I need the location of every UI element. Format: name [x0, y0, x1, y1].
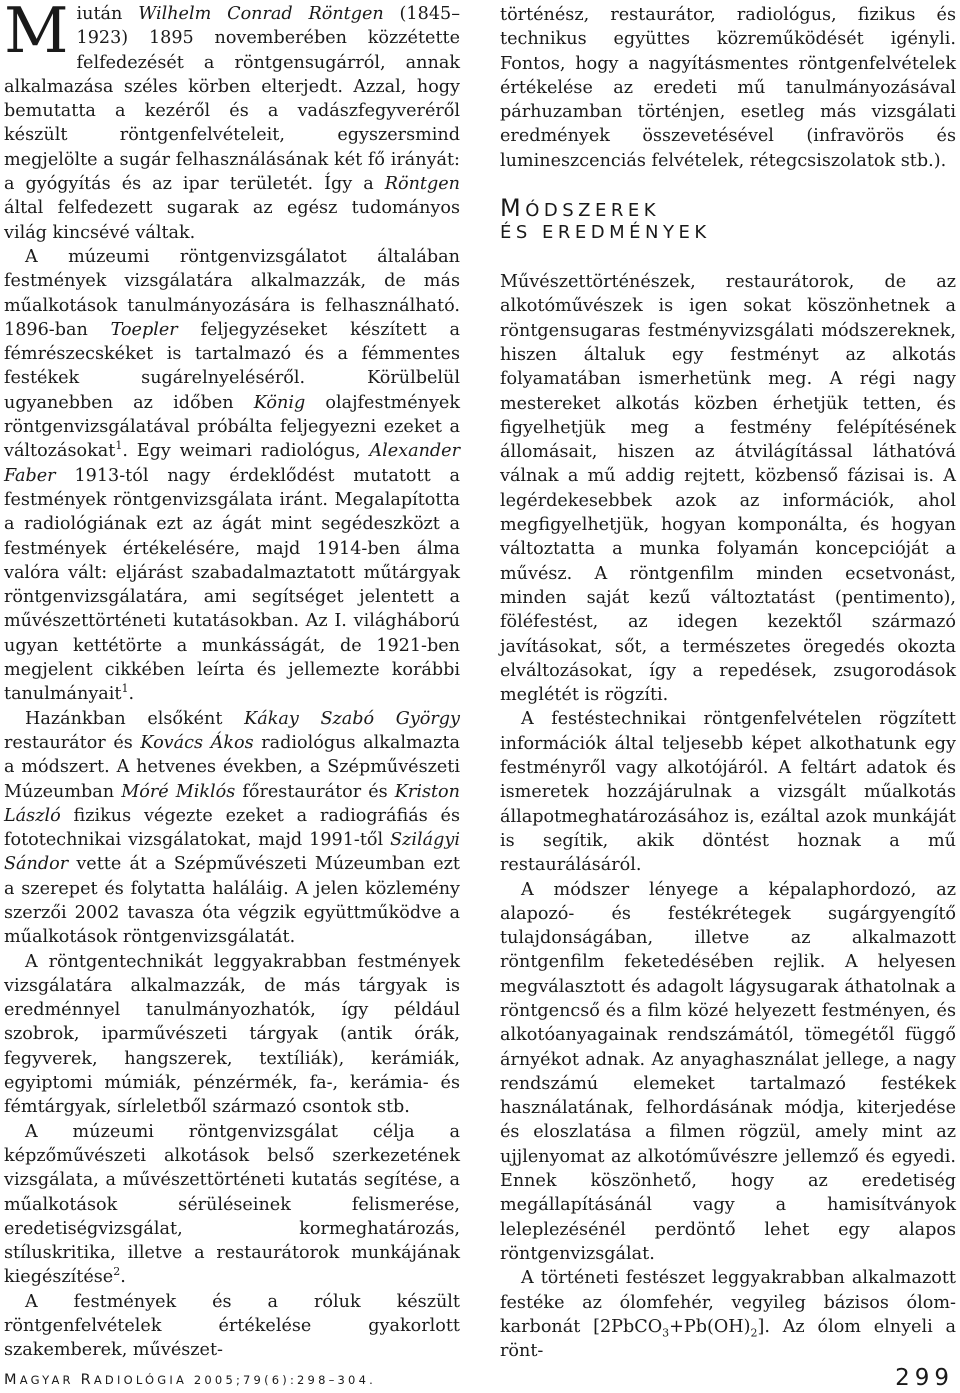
footnote-ref: 2 [113, 1265, 121, 1279]
left-column [4, 2, 460, 1363]
footnote-ref: 1 [115, 439, 123, 453]
footnote-ref: 1 [121, 682, 129, 696]
person-name: Kovács Ákos [140, 732, 254, 753]
person-name: Alexander Faber [4, 441, 460, 486]
paragraph: történész, restaurátor, radiológus, fizikus és technikus együttes közreműködését igényli. Fontos, hogy a nagyításmentes röntgenfelvételek értékelése az eredeti mű tanulmányozásával párhuzamban történjen, esetleg más vizsgálati eredmények összevetésével (infravörös és lumineszcenciás felvételek, rétegcsiszolatok stb.). [500, 5, 956, 171]
paragraph: Hazánkban elsőként Kákay Szabó György restaurátor és Kovács Ákos radiológus alkalmazta a módszert. A hetvenes években, a Szépművészeti Múzeumban Móré Miklós főrestaurátor és Kriston László fizikus végezte ezeket a radiográfiás és fototechnikai vizsgálatokat, majd 1991-től Szilágyi Sándor vette át a Szépművészeti Múzeumban ezt a szerepet és folytatta haláláig. A jelen közlemény szerzői 2002 tavasza óta végzik együttműködve a műalkotások röntgenvizsgálatát. [4, 708, 461, 948]
person-name: König [253, 392, 306, 413]
paragraph: A múzeumi röntgenvizsgálat célja a képzőművészeti alkotások belső szerkezetének vizsgálata, a művészettörténeti kutatás segítése, a műalkotások sérüléseinek felismerése, eredetiségvizsgálat, kormeghatározás, stíluskritika, illetve a restaurátorok munkájának kiegészítése$^2$. [4, 1121, 460, 1288]
person-name: Kákay Szabó György [244, 708, 460, 729]
paragraph: A múzeumi röntgenvizsgálatot általában festmények vizsgálatára alkalmazzák, de más műalkotások tanulmányozására is felhasználható. 1896-ban Toepler feljegyzéseket készített a fémrészecskéket is tartalmazó és a fémmentes festékek sugárelnyeléséről. Körülbelül ugyanebben az időben König olajfestmények röntgenvizsgálatával próbálta feljegyezni ezeket a változásokat$^1$. Egy weimari radiológus, Alexander Faber 1913-tól nagy érdeklődést mutatott a festmények röntgenvizsgálata iránt. Megalapította a radiológiának ezt az ágát mint segédeszközt a festmények értékelésére, majd 1914-ben álma valóra vált: eljárást szabadalmaztatott műtárgyak röntgenvizsgálatára, ami segítséget jelentett a művészettörténeti kutatásokban. Az I. világháború ugyan kettétörte a munkásságát, de 1921-ben megjelent cikkében leírta és jellemezte korábbi tanulmányait$^1$. [4, 246, 460, 705]
paragraph: A festéstechnikai röntgenfelvételen rögzített információk által teljesebb képet alkothatunk egy festményről vagy alkotójáról. A feltárt adatok és ismeretek hozzájárulnak a vizsgált műalkotás állapotmeghatározásához is, ezáltal azok munkáját is segítik, akik döntést hoznak a mű restaurálásáról. [500, 709, 956, 876]
person-name: Toepler [110, 319, 178, 340]
person-name: Kriston László [4, 781, 460, 826]
person-name: Röntgen [384, 174, 460, 195]
paragraph: Művészettörténészek, restaurátorok, de az alkotóművészek is igen sokat köszönhetnek a röntgensugaras festményvizsgálati módszereknek, hiszen általuk egy festményt az alkotás folyamatában ismerhetünk meg. A régi nagy mestereket alkotás közben érhetjük tetten, és figyelhetjük meg a festmény felépítésének állomásait, hiszen az átvilágítással láthatóvá válnak a mű addig rejtett, közbenső fázisai is. A legérdekesebbek azok az információk, ahol megfigyelhetjük, hogyan komponálta, és hogyan változtatta a munka folyamán koncepcióját a művész. A röntgenfilm minden ecsetvonást, minden saját kezű változtatást (pentimento), föléfestést, az idegen kezektől származó javításokat, sőt, a természetes öregedés okozta elváltozásokat, így a repedések, zsugorodások meglétét is rögzíti. [500, 272, 956, 706]
heading-line-1: MÓDSZEREK [500, 194, 661, 223]
person-name: Wilhelm Conrad Röntgen [138, 4, 384, 24]
person-name: Szilágyi Sándor [4, 830, 460, 875]
heading-line-2: ÉS EREDMÉNYEK [500, 222, 711, 244]
journal-citation: MAGYAR RADIOLÓGIA 2005;79(6):298–304. [4, 1372, 376, 1388]
paragraph: A festmények és a róluk készült röntgenfelvételek értékelése gyakorlott szakemberek, művészet- [4, 1291, 460, 1361]
paragraph: A módszer lényege a képalaphordozó, az alapozó- és festékrétegek sugárgyengítő tulajdonságában, illetve az alkalmazott röntgenfilm feketedésében rejlik. A helyesen megválasztott és adagolt lágysugarak áthatolnak a röntgencső és a film közé helyezett festményen, és alkotóanyagainak rendszámától, tömegétől függő árnyékot adnak. Az anyaghasználat jellege, a nagy rendszámú elemeket tartalmazó festékek használatának, felhordásának módja, kiterjedése és eloszlatása a filmen rögzül, amely mint az ujjlenyomat az alkotóművészre jellemző és egyedi. Ennek köszönhető, hogy az eredetiség megállapításánál vagy a hamisítványok leleplezésénél perdöntő lehet egy alapos röntgenvizsgálat. [500, 879, 956, 1264]
right-column [500, 3, 956, 1363]
page-number: 299 [895, 1365, 954, 1391]
page-footer [4, 1365, 956, 1393]
paragraph: A történeti festészet leggyakrabban alkalmazott festéke az ólomfehér, vegyileg bázisos ólom-karbonát $[2PbCO_3+Pb(OH)_2]$. Az ólom elnyeli a rönt- [500, 1268, 956, 1362]
person-name: Móré Miklós [121, 781, 236, 802]
paragraph: A röntgentechnikát leggyakrabban festmények vizsgálatára alkalmazzák, de más tárgyak is eredménnyel tanulmányozhatók, így például szobrok, iparművészeti tárgyak (antik órák, fegyverek, hangszerek, textíliák), kerámiák, egyiptomi múmiák, pénzérmék, fa-, kerámia- és fémtárgyak, sírleletből származó csontok stb. [4, 951, 460, 1118]
intro-paragraph: Miután Wilhelm Conrad Röntgen (1845–1923) 1895 novemberében közzétette felfedezését a röntgensugárról, annak alkalmazása széles körben elterjedt. Azzal, hogy bemutatta a kezéről és a vadászfegyveréről készült röntgenfelvételeit, egyszersmind megjelölte a sugár felhasználásának két fő irányát: a gyógyítás és az ipar területét. Így a Röntgen által felfedezett sugarak az egész tudományos világ kincsévé váltak. [4, 0, 460, 243]
drop-cap: M [4, 0, 69, 67]
subscript: 2 [750, 1326, 758, 1340]
subscript: 3 [662, 1326, 670, 1340]
section-heading [500, 194, 956, 244]
